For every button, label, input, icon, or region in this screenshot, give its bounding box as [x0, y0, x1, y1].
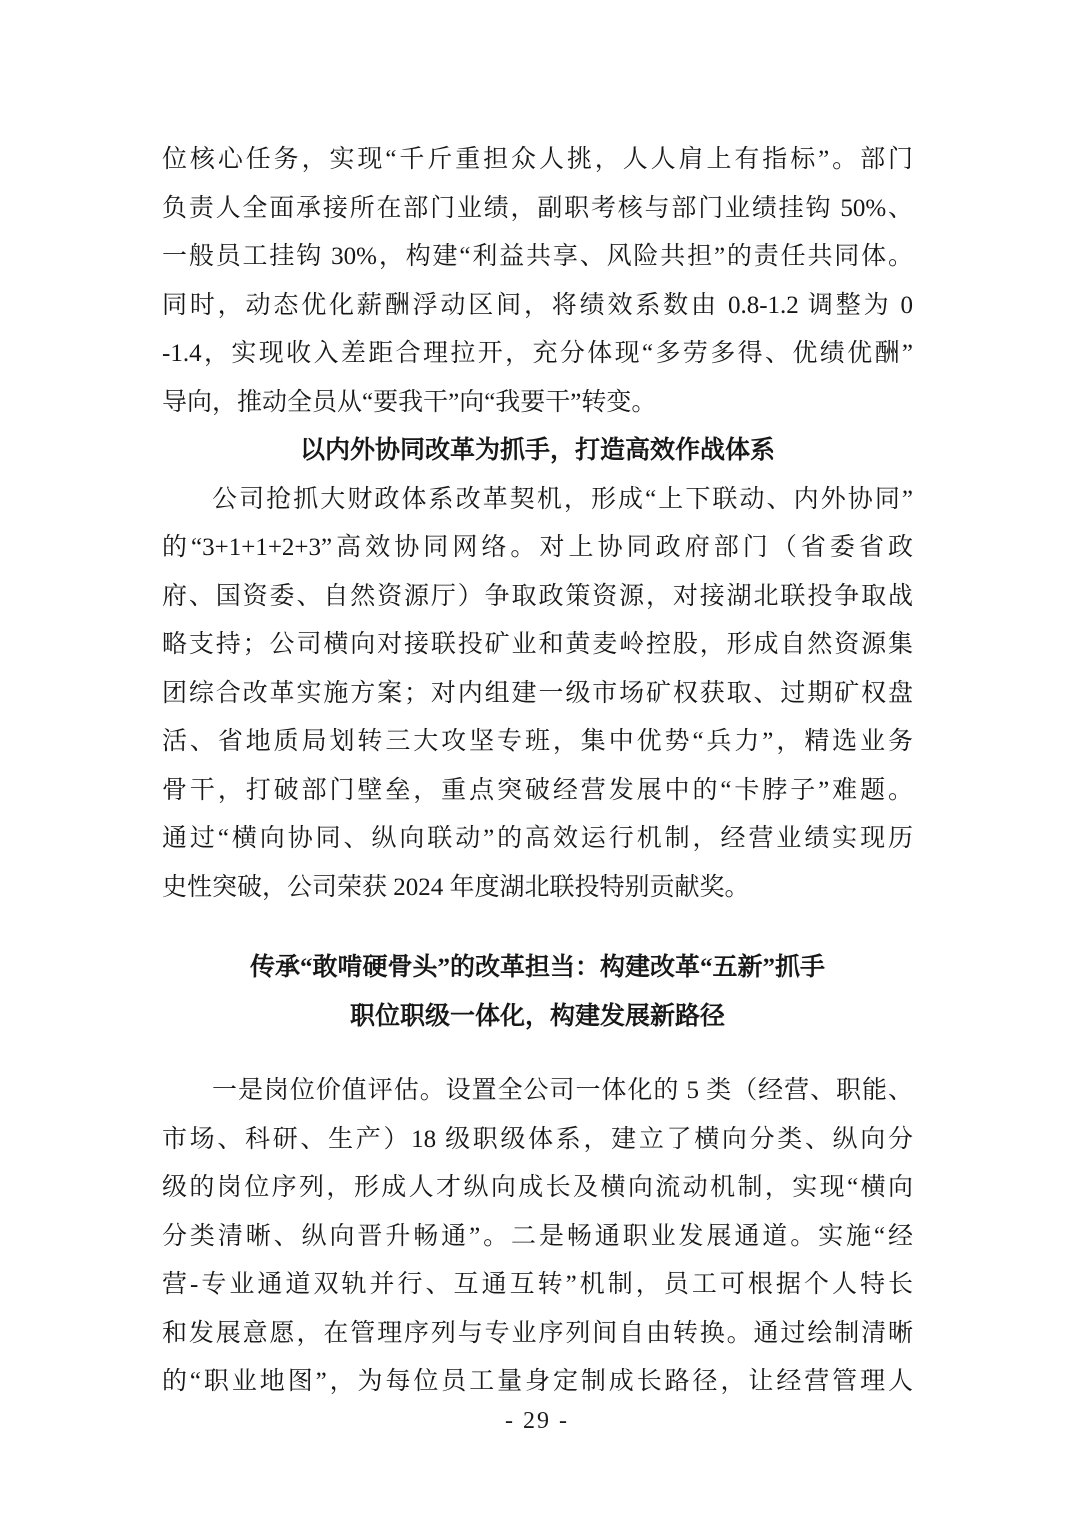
text-line: 府、国资委、自然资源厅）争取政策资源，对接湖北联投争取战 — [162, 582, 913, 610]
text-line: 和发展意愿，在管理序列与专业序列间自由转换。通过绘制清晰 — [162, 1319, 913, 1347]
text-line: 团综合改革实施方案；对内组建一级市场矿权获取、过期矿权盘 — [162, 679, 913, 707]
text-line: 活、省地质局划转三大攻坚专班，集中优势“兵力”，精选业务 — [162, 728, 913, 755]
heading-line: 传承“敢啃硬骨头”的改革担当：构建改革“五新”抓手 — [249, 954, 825, 981]
text-line: 的“3+1+1+2+3”高效协同网络。对上协同政府部门（省委省政 — [162, 534, 913, 561]
text-line: 导向，推动全员从“要我干”向“我要干”转变。 — [162, 388, 657, 416]
text-line: 骨干，打破部门壁垒，重点突破经营发展中的“卡脖子”难题。 — [162, 776, 913, 804]
text-line: 通过“横向协同、纵向联动”的高效运行机制，经营业绩实现历 — [162, 825, 913, 852]
text-line: 的“职业地图”，为每位员工量身定制成长路径，让经营管理人 — [162, 1368, 913, 1395]
section-heading — [162, 944, 913, 1041]
text-line: 一是岗位价值评估。设置全公司一体化的 5 类（经营、职能、 — [212, 1077, 913, 1104]
paragraph-block — [162, 136, 913, 427]
heading-line: 职位职级一体化，构建发展新路径 — [349, 1002, 725, 1030]
text-line: 负责人全面承接所在部门业绩，副职考核与部门业绩挂钩 50%、 — [162, 194, 913, 222]
text-line: 位核心任务，实现“千斤重担众人挑，人人肩上有指标”。部门 — [162, 146, 913, 173]
text-line: 级的岗位序列，形成人才纵向成长及横向流动机制，实现“横向 — [162, 1174, 913, 1201]
text-line: 公司抢抓大财政体系改革契机，形成“上下联动、内外协同” — [212, 485, 913, 513]
paragraph-block — [162, 476, 913, 913]
document-body — [162, 136, 913, 1407]
page-number: - 29 - — [505, 1408, 569, 1434]
text-line: 史性突破，公司荣获 2024 年度湖北联投特别贡献奖。 — [162, 873, 750, 901]
heading-line: 以内外协同改革为抓手，打造高效作战体系 — [299, 437, 775, 464]
text-line: 分类清晰、纵向晋升畅通”。二是畅通职业发展通道。实施“经 — [162, 1222, 913, 1250]
text-line: 一般员工挂钩 30%，构建“利益共享、风险共担”的责任共同体。 — [162, 243, 913, 270]
section-heading — [162, 427, 913, 476]
text-line: 同时，动态优化薪酬浮动区间，将绩效系数由 0.8-1.2 调整为 0 — [162, 291, 913, 319]
text-line: 市场、科研、生产）18 级职级体系，建立了横向分类、纵向分 — [162, 1125, 913, 1153]
text-line: 略支持；公司横向对接联投矿业和黄麦岭控股，形成自然资源集 — [162, 631, 913, 658]
paragraph-block — [162, 1067, 913, 1407]
text-line: 营-专业通道双轨并行、互通互转”机制，员工可根据个人特长 — [162, 1271, 913, 1298]
text-line: -1.4，实现收入差距合理拉开，充分体现“多劳多得、优绩优酬” — [162, 340, 913, 367]
